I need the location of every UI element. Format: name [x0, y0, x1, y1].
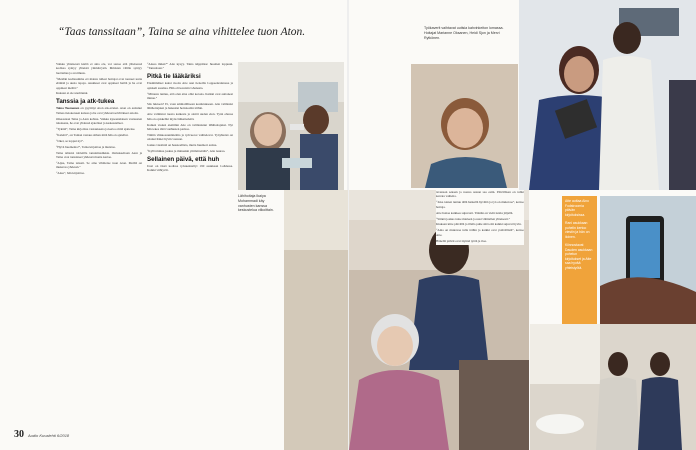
paragraph: Atte hoitaa kaikkea sujuvasti. Tänään on vielä tuntia jäljellä.	[436, 210, 514, 215]
paragraph	[56, 106, 142, 115]
section-heading: Pitkä tie lääkäriksi	[147, 72, 201, 80]
paragraph: Atte valmistui tuosta kaikesta ja aloitti uuden elon. Työn ohessa hän on opiskellut myös lääketiedettä.	[147, 112, 233, 121]
photo-caregiver	[284, 190, 348, 450]
photo-coworkers-illustration	[519, 0, 696, 190]
orange-caption: Rani asukkaan puhelin kertoo viestin ja hän on iloinen.	[565, 221, 590, 239]
paragraph: Tiimin viikkosuunnitelma ja työvuorot vaihtelevat. Työyhteisö on ottanut hänet hyvin vastaan.	[147, 132, 233, 142]
pull-quote: “Taas tanssitaan”, Taina se aina vihittelee tuon Aton.	[58, 26, 306, 38]
paragraph: Oikeastaan Taina ja Aton kohtaa. Vaikka kyseenalaisen vastausten tuloksena, he ovat yhdessä ajatelleet ja keskustelleet.	[56, 116, 142, 126]
photo-eye-exam-illustration	[238, 62, 344, 190]
photo-eye-exam	[238, 62, 344, 190]
paragraph: “Aina on mukavaa tulla töihin ja kaikki ovat ystävällisiä”, kertoo Atte.	[436, 228, 524, 237]
photo-two-men	[530, 324, 696, 450]
lead-name: Taina Tuomonen	[56, 106, 80, 111]
paragraph: “Ansa”, hän kirjoittaa.	[56, 171, 85, 176]
photo-resident-illustration	[411, 64, 518, 188]
photo-phone	[600, 196, 696, 324]
paragraph: Vaikka yhteisessä kieltä ei aina ole, voi sanoa että yhteisessä kodissa syntyy yhteistä ymmärrystä. Ihmisten välille syntyy luottamus ja avoimuus.	[56, 62, 142, 75]
paragraph: Kiukaan kiire päivällä ja illalla puhe siitä että kaikki sujuvat hyvin.	[436, 222, 522, 227]
paragraph: Uusi on tässä kodissa työskennellyt 190 asukkaan Lahdessa. Kaikki viihtyvät.	[147, 164, 233, 173]
section-heading: Tanssia ja atk-tukea	[56, 97, 115, 105]
paragraph: Joskus viestintä on haasteellista, mutta huumori auttaa.	[147, 143, 218, 148]
paragraph: Taina tahtoisi tabletilla tanssimusiikkia. Osmokseltaan Aton ja Taina ovat tanssineet yhdessä monta kertaa.	[56, 150, 142, 159]
paragraph: Ensimmäiset kaksi vuotta Atte asui tienoilla Lappeenrannassa ja opiskeli suomea. Hän oli kotoisin Ghanasta.	[147, 81, 233, 90]
paragraph: “Ansaa miksi?” Atte kysyy. Taina näppäilee: huomen loppuun. “Tanssitaan.”	[147, 62, 233, 71]
paragraph: “Aijaa, Taina tanssii. Se aina vihittelee tuon Aton. Meillä on mukavaa yhdessä.”	[56, 160, 142, 170]
orange-caption: Atte auttaa Aino Fodstroomia päivän kirjoituksissa.	[565, 199, 589, 217]
paragraph: “Tykätä”, Taina kirjoittaa vastauksena ja kertoo mitä ajattelee.	[56, 126, 136, 131]
photo-two-men-illustration	[530, 324, 696, 450]
text-column-1	[56, 62, 142, 177]
orange-caption-box	[562, 196, 597, 324]
photo-caption: Työkaverit vaihtavat uutisia kahvinkeiton lomassa. Hoitajat Marianne Oksanen, Heidi Sjon ja Mervi Rytkönen.	[424, 26, 504, 40]
paragraph: “Minusta tuntuu, että olen aina ollut kotona. Kaikki ovat auttaneet minua.”	[147, 91, 233, 101]
paragraph: “Keleitä”, on Tainan vastaus siihen mitä hän on ajatellut.	[56, 132, 129, 137]
paragraph-text: on pyytänyt Aton atk-avuksi. Aton on auttanut Tainaa tietokoneen kanssa ja he ovat yhdessä selvittäneet asioita.	[56, 106, 143, 115]
page-number: 30	[14, 429, 24, 440]
paragraph: tavanaan sekaan ja nostaa asiaan saa esiin. Päivällisen on tullut kerrata vaiheita.	[436, 190, 524, 199]
photo-phone-illustration	[600, 196, 696, 324]
paragraph: “Joka toinen tuntuu tällä hetkellä hyvältä ja työ on mukavaa”, kertoo hoitaja.	[436, 200, 524, 209]
photo-caption: Lähihoitaja Ikaiya Mohammadi käy vanhusten kanssa keskustelua viikoittain.	[238, 194, 274, 213]
photo-resident	[411, 64, 518, 188]
paragraph: “Kyllä minua joskus ja minuakin ymmärretään”, Atte nauraa.	[147, 149, 226, 154]
text-column-2	[147, 62, 233, 174]
paragraph: “Okei, se loppui nyt”.	[56, 138, 84, 143]
paragraph: Kukaan ei ole unohtunut.	[56, 91, 89, 96]
photo-caregiver-illustration	[284, 190, 348, 450]
section-heading: Sellainen päivä, että huh	[147, 155, 220, 163]
photo-coworkers	[519, 0, 696, 190]
paragraph: Hänellä päivät ovat täynnä työtä ja iloa.	[436, 238, 487, 243]
orange-caption: Kiinnostavat Dauden asukkaan puhelun kirjoitukset ja Atte saa hyvää yhteistyötä.	[565, 243, 593, 270]
text-column-3	[436, 190, 524, 245]
paragraph: Kaiken vuoksi aiemmin Atte on valmistunut lähihoitajaksi. Nyt hän tekee töitä vanhusten parissa.	[147, 122, 233, 131]
paragraph: “Hyvä huomenta!”, Taina kirjoittaa ja muistaa.	[56, 144, 116, 149]
magazine-label: Audio Kuvalehti 6/2018	[28, 433, 70, 438]
paragraph: Siis lukioon? Ei, vaan ammatilliseen koulutukseen. Atte valmistui lähihoitajaksi ja hakeutui hoitokotiin töihin.	[147, 101, 233, 111]
paragraph: “Siinnä joskus tulee mieleen ja uusi vähitellen yhteisesti.”	[436, 216, 511, 221]
paragraph: “Meidän kodissamme eri maista tulleet hoitajat ovat tuoneet uutta elämää ja uusia tapoja. Asukkaat ovat oppineet heiltä ja he ovat oppineet meiltä.”	[56, 76, 142, 90]
